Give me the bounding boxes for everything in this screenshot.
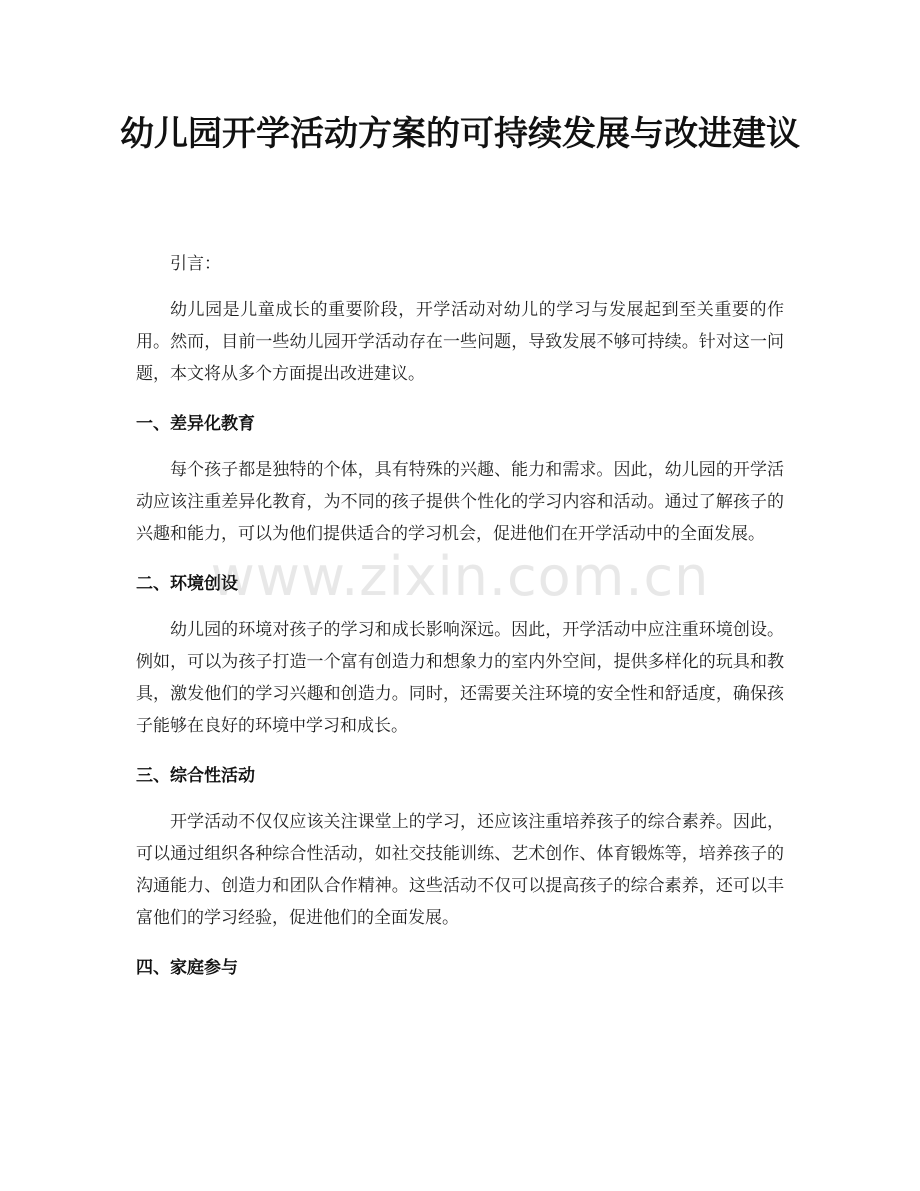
section-paragraph-differentiated-education: 每个孩子都是独特的个体，具有特殊的兴趣、能力和需求。因此，幼儿园的开学活动应该注重差异化教育，为不同的孩子提供个性化的学习内容和活动。通过了解孩子的兴趣和能力，可以为他们提供适合的学习机会，促进他们在开学活动中的全面发展。 [136,460,784,544]
document-body [136,248,784,998]
intro-label: 引言： [170,254,221,274]
intro-paragraph: 幼儿园是儿童成长的重要阶段，开学活动对幼儿的学习与发展起到至关重要的作用。然而，目前一些幼儿园开学活动存在一些问题，导致发展不够可持续。针对这一问题，本文将从多个方面提出改进建议。 [136,300,784,384]
section-heading-family-participation: 四、家庭参与 [136,958,238,978]
section-heading-differentiated-education: 一、差异化教育 [136,414,255,434]
watermark: www.zixin.com.cn [210,545,710,608]
section-paragraph-comprehensive-activities: 开学活动不仅仅应该关注课堂上的学习，还应该注重培养孩子的综合素养。因此，可以通过组织各种综合性活动，如社交技能训练、艺术创作、体育锻炼等，培养孩子的沟通能力、创造力和团队合作精神。这些活动不仅可以提高孩子的综合素养，还可以丰富他们的学习经验，促进他们的全面发展。 [136,812,784,928]
section-paragraph-environment: 幼儿园的环境对孩子的学习和成长影响深远。因此，开学活动中应注重环境创设。例如，可以为孩子打造一个富有创造力和想象力的室内外空间，提供多样化的玩具和教具，激发他们的学习兴趣和创造力。同时，还需要关注环境的安全性和舒适度，确保孩子能够在良好的环境中学习和成长。 [136,620,784,736]
page-title: 幼儿园开学活动方案的可持续发展与改进建议 [120,114,800,154]
section-heading-comprehensive-activities: 三、综合性活动 [136,766,255,786]
section-heading-environment: 二、环境创设 [136,574,238,594]
